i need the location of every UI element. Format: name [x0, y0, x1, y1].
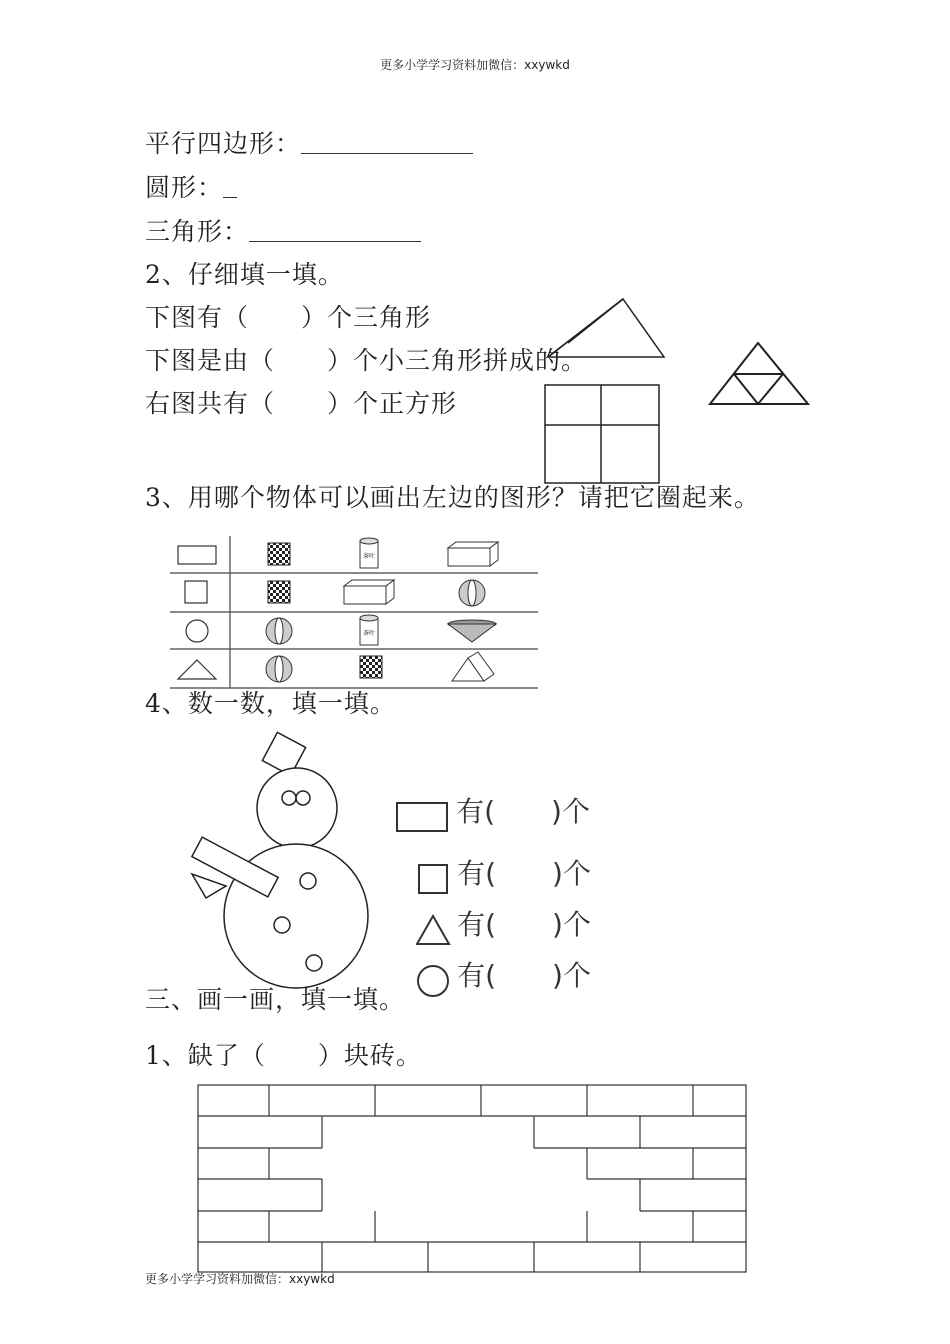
- dice-icon[interactable]: [268, 581, 290, 603]
- label-circle: 圆形：: [145, 173, 224, 202]
- label-parallelogram: 平行四边形：: [145, 129, 302, 158]
- tea-can-icon[interactable]: [360, 538, 378, 568]
- square-grid-figure: [543, 384, 663, 486]
- triangle-with-line-figure: [540, 295, 670, 365]
- section3-q1: 1、缺了（ ）块砖。: [145, 1041, 422, 1070]
- ball-icon[interactable]: [266, 618, 292, 644]
- q2-square-count: 右图共有（ ）个正方形: [145, 389, 458, 418]
- rectangle-shape: [397, 803, 447, 831]
- count-square-text[interactable]: 有( )个: [457, 857, 591, 890]
- triangle-shape: [178, 660, 216, 679]
- q2-title: 2、仔细填一填。: [145, 260, 344, 289]
- q2-small-triangles: 下图是由（ ）个小三角形拼成的。: [145, 346, 588, 375]
- box-icon[interactable]: [344, 580, 394, 604]
- dice-icon[interactable]: [268, 543, 290, 565]
- rectangle-shape: [178, 546, 216, 564]
- count-triangle-text[interactable]: 有( )个: [457, 908, 591, 941]
- ball-icon[interactable]: [459, 580, 485, 606]
- cone-icon[interactable]: [448, 620, 496, 642]
- page-footer: 更多小学学习资料加微信：xxywkd: [145, 1272, 335, 1286]
- line-circle: [145, 168, 237, 204]
- answer-blank-triangle[interactable]: [249, 217, 421, 242]
- circle-shape: [418, 966, 448, 996]
- square-shape: [419, 865, 447, 893]
- square-shape: [185, 581, 207, 603]
- head-circle: [257, 768, 337, 848]
- q3-title: 3、用哪个物体可以画出左边的图形？请把它圈起来。: [145, 483, 760, 512]
- box-icon[interactable]: [448, 542, 498, 566]
- q2-triangle-count: 下图有（ ）个三角形: [145, 303, 432, 332]
- can-label: 茶叶: [362, 630, 376, 637]
- ball-icon[interactable]: [266, 656, 292, 682]
- dice-icon[interactable]: [360, 656, 382, 678]
- count-rectangle: [395, 790, 590, 835]
- label-triangle: 三角形：: [145, 217, 250, 246]
- count-triangle: [416, 903, 591, 948]
- q3-shape-object-table: [168, 536, 543, 691]
- brick-wall-figure: [197, 1084, 749, 1274]
- hand-triangle: [192, 874, 226, 898]
- count-square: [416, 852, 591, 897]
- composite-triangle-figure: [705, 338, 815, 410]
- can-label: 茶叶: [362, 553, 376, 560]
- triangle-shape: [417, 916, 449, 944]
- snowman-figure: [180, 728, 380, 994]
- line-parallelogram: [145, 124, 473, 160]
- page-header: 更多小学学习资料加微信：xxywkd: [380, 58, 570, 72]
- count-circle: [416, 954, 591, 999]
- section3-title: 三、画一画，填一填。: [145, 985, 406, 1014]
- tea-can-icon[interactable]: [360, 615, 378, 645]
- answer-blank-parallelogram[interactable]: [301, 129, 473, 154]
- line-triangle: [145, 212, 421, 248]
- circle-shape: [186, 620, 208, 642]
- count-rectangle-text[interactable]: 有( )个: [456, 795, 590, 828]
- count-circle-text[interactable]: 有( )个: [457, 959, 591, 992]
- q4-title: 4、数一数，填一填。: [145, 689, 396, 718]
- answer-blank-circle[interactable]: [223, 173, 237, 198]
- prism-icon[interactable]: [452, 652, 494, 681]
